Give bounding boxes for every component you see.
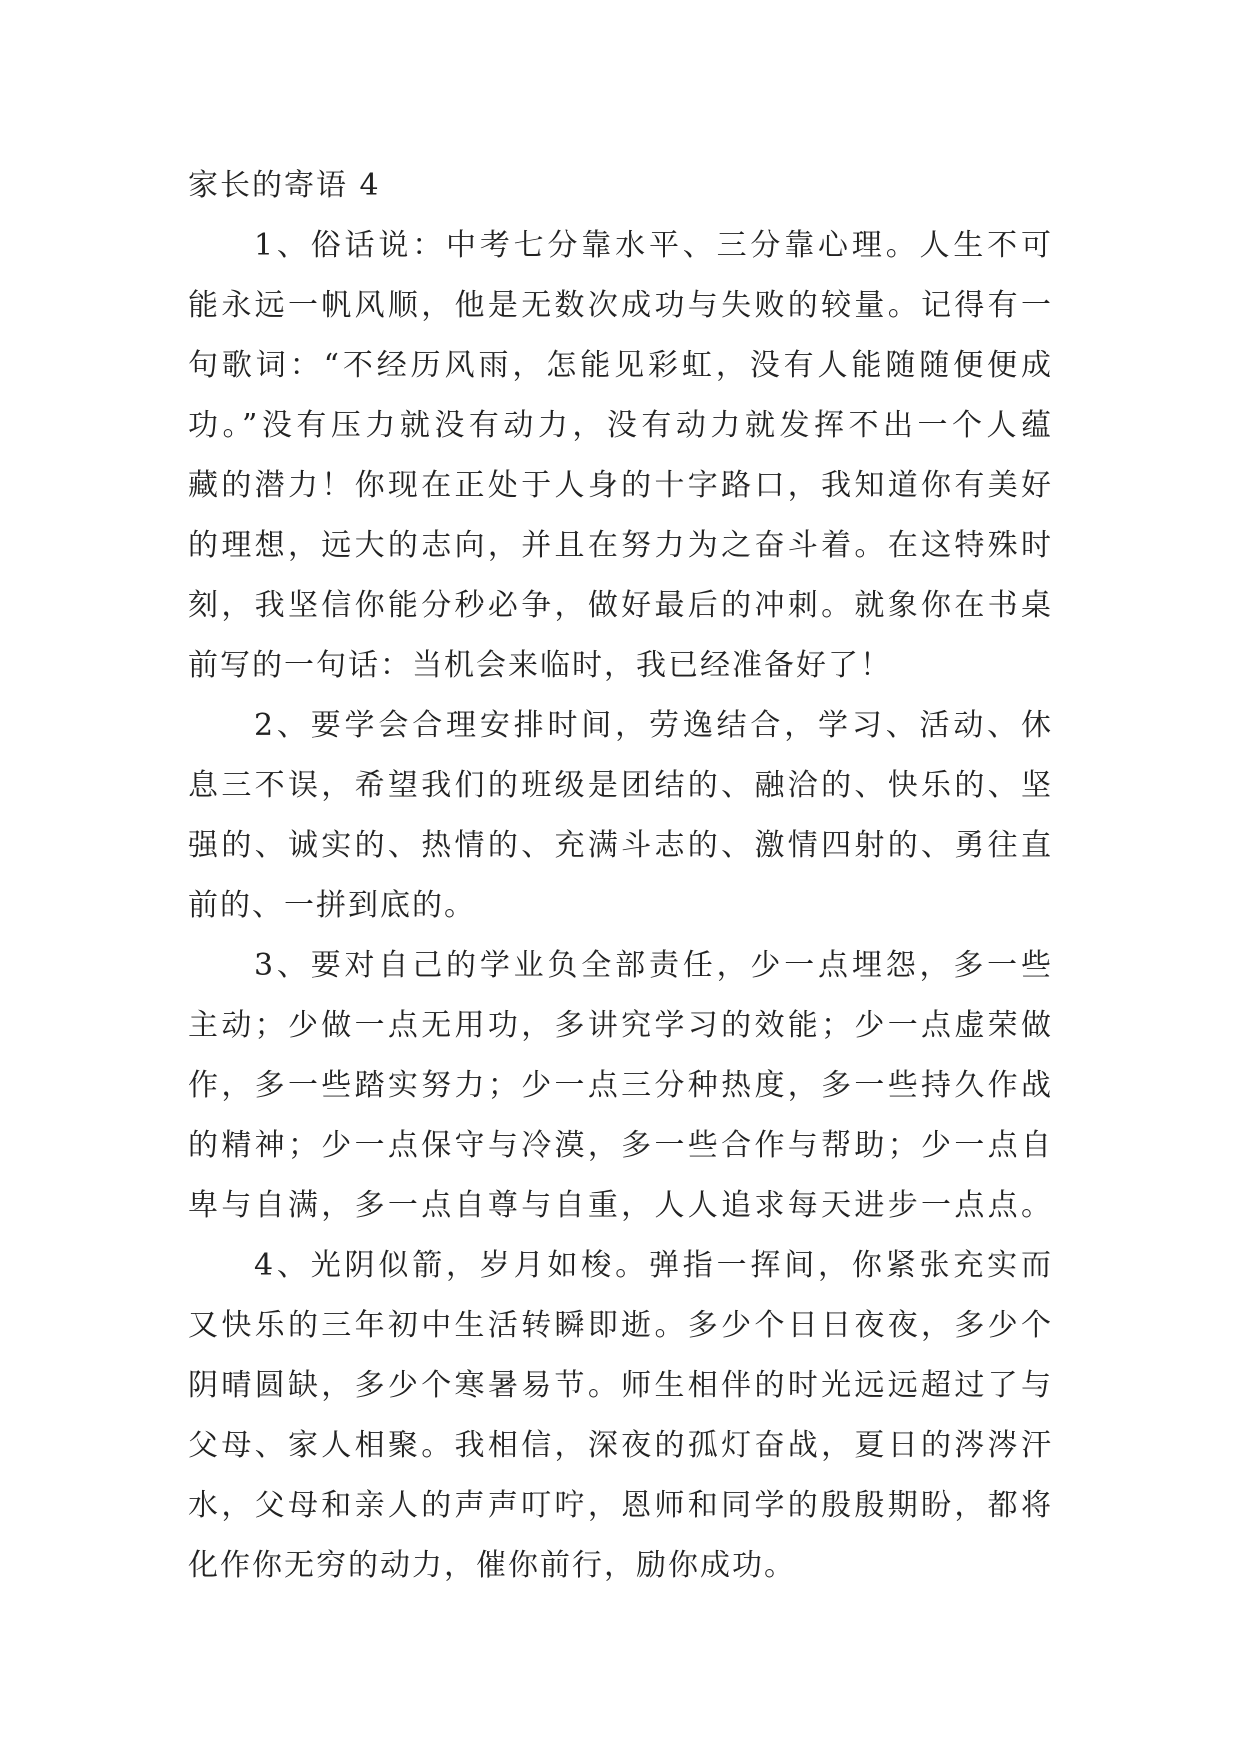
paragraph-1 (188, 216, 1053, 696)
paragraph-line: 的理想，远大的志向，并且在努力为之奋斗着。在这特殊时 (188, 528, 1053, 563)
paragraph-line: 刻，我坚信你能分秒必争，做好最后的冲刺。就象你在书桌 (188, 588, 1053, 623)
paragraph-line: 前写的一句话：当机会来临时，我已经准备好了！ (188, 648, 892, 683)
paragraph-line: 主动；少做一点无用功，多讲究学习的效能；少一点虚荣做 (188, 1008, 1053, 1043)
paragraph-line: 2、要学会合理安排时间，劳逸结合，学习、活动、休 (254, 708, 1053, 743)
paragraph-line: 藏的潜力！你现在正处于人身的十字路口，我知道你有美好 (188, 468, 1053, 503)
paragraph-line: 的精神；少一点保守与冷漠，多一些合作与帮助；少一点自 (188, 1128, 1053, 1163)
paragraph-line: 能永远一帆风顺，他是无数次成功与失败的较量。记得有一 (188, 288, 1053, 323)
paragraph-line: 化作你无穷的动力，催你前行，励你成功。 (188, 1548, 796, 1583)
paragraph-line: 水，父母和亲人的声声叮咛，恩师和同学的殷殷期盼，都将 (188, 1488, 1053, 1523)
paragraph-line: 功。”没有压力就没有动力，没有动力就发挥不出一个人蕴 (188, 408, 1053, 443)
paragraph-line: 又快乐的三年初中生活转瞬即逝。多少个日日夜夜，多少个 (188, 1308, 1053, 1343)
paragraph-3 (188, 936, 1053, 1236)
document-body (188, 156, 1053, 1596)
paragraph-4 (188, 1236, 1053, 1596)
paragraph-2 (188, 696, 1053, 936)
paragraph-line: 句歌词：“不经历风雨，怎能见彩虹，没有人能随随便便成 (188, 348, 1053, 383)
paragraph-line: 息三不误，希望我们的班级是团结的、融洽的、快乐的、坚 (188, 768, 1053, 803)
paragraph-line: 4、光阴似箭，岁月如梭。弹指一挥间，你紧张充实而 (254, 1248, 1053, 1283)
paragraph-line: 1、俗话说：中考七分靠水平、三分靠心理。人生不可 (254, 228, 1053, 263)
paragraph-line: 3、要对自己的学业负全部责任，少一点埋怨，多一些 (254, 948, 1053, 983)
paragraph-line: 阴晴圆缺，多少个寒暑易节。师生相伴的时光远远超过了与 (188, 1368, 1053, 1403)
paragraph-line: 卑与自满，多一点自尊与自重，人人追求每天进步一点点。 (188, 1188, 1053, 1223)
document-title: 家长的寄语 4 (188, 168, 381, 203)
paragraph-line: 前的、一拼到底的。 (188, 888, 476, 923)
paragraph-line: 父母、家人相聚。我相信，深夜的孤灯奋战，夏日的涔涔汗 (188, 1428, 1053, 1463)
paragraph-line: 作，多一些踏实努力；少一点三分种热度，多一些持久作战 (188, 1068, 1053, 1103)
paragraph-line: 强的、诚实的、热情的、充满斗志的、激情四射的、勇往直 (188, 828, 1053, 863)
